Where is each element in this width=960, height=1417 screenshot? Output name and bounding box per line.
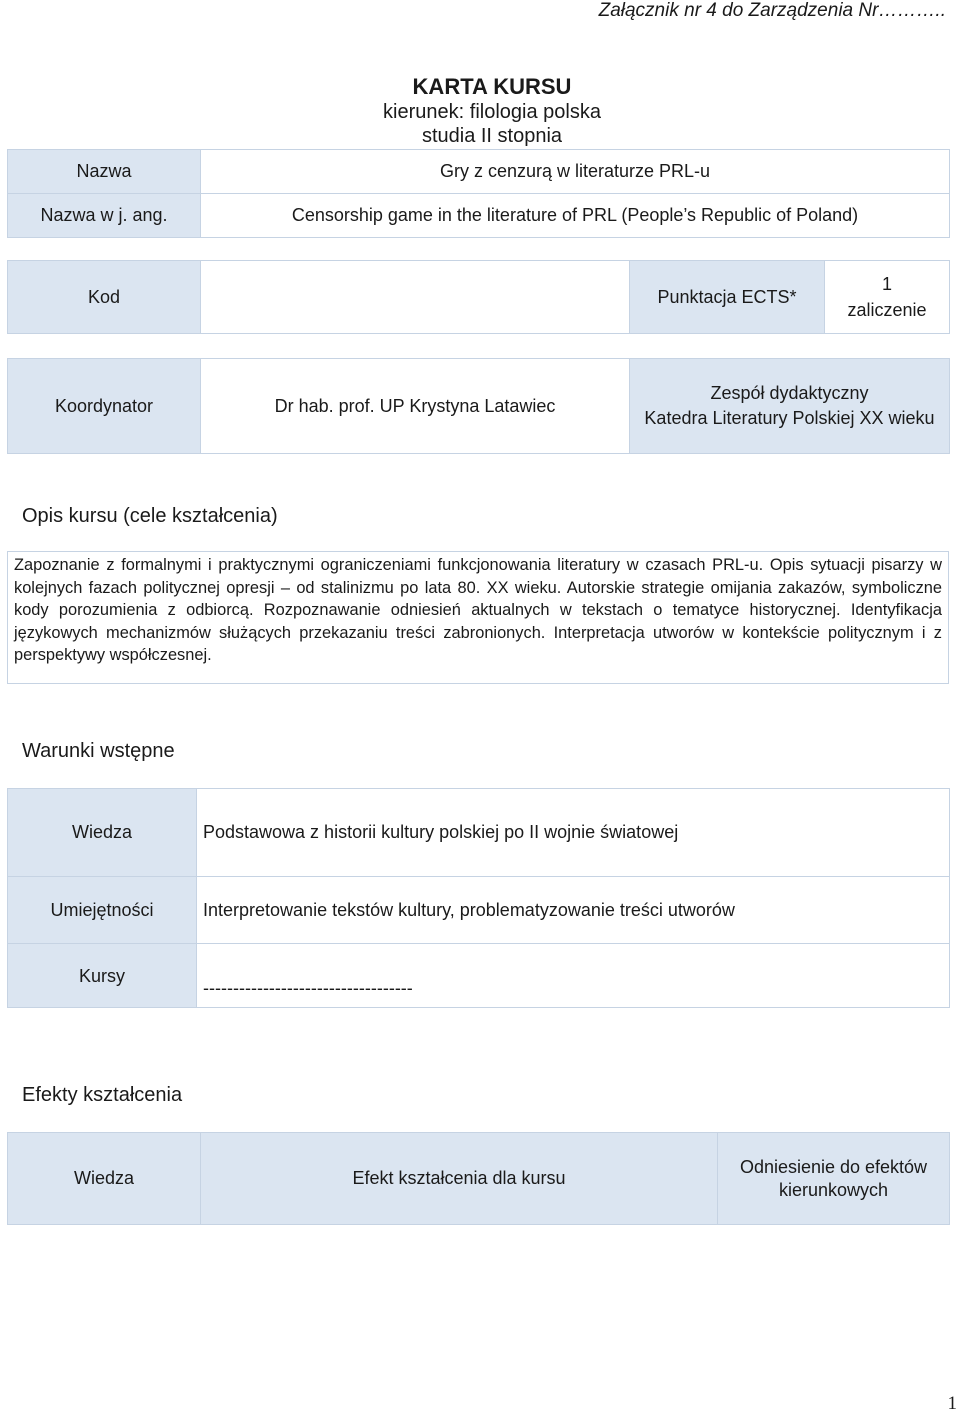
name-value: Gry z cenzurą w literaturze PRL-u [201, 150, 950, 194]
prereq-knowledge-value: Podstawowa z historii kultury polskiej po II wojnie światowej [197, 789, 950, 877]
name-table [7, 149, 950, 238]
ects-points: 1 [881, 274, 892, 294]
ects-credit-type: zaliczenie [847, 300, 927, 320]
prerequisites-table [7, 788, 950, 1008]
code-label: Kod [8, 261, 201, 334]
outcomes-table [7, 1132, 950, 1225]
prereq-skills-value: Interpretowanie tekstów kultury, problematyzowanie treści utworów [197, 877, 950, 944]
prerequisites-heading: Warunki wstępne [22, 740, 175, 762]
team-value: Katedra Literatury Polskiej XX wieku [644, 408, 935, 428]
outcomes-col-knowledge: Wiedza [8, 1133, 201, 1225]
ects-value [825, 261, 950, 334]
outcomes-heading: Efekty kształcenia [22, 1084, 183, 1106]
prereq-courses-label: Kursy [8, 944, 197, 1008]
prereq-courses-value: ----------------------------------- [197, 944, 950, 1008]
page-number: 1 [947, 1393, 957, 1414]
card-field-of-study: kierunek: filologia polska [383, 101, 601, 123]
name-en-label: Nazwa w j. ang. [8, 194, 201, 238]
description-heading: Opis kursu (cele kształcenia) [22, 505, 278, 527]
table-row [8, 877, 950, 944]
outcomes-col-course-effect: Efekt kształcenia dla kursu [201, 1133, 718, 1225]
code-table [7, 260, 950, 334]
card-title: KARTA KURSU [412, 74, 572, 99]
card-study-level: studia II stopnia [421, 125, 563, 147]
team-cell [630, 359, 950, 454]
team-label: Zespół dydaktyczny [710, 383, 869, 403]
coordinator-table [7, 358, 950, 454]
description-text: Zapoznanie z formalnymi i praktycznymi ograniczeniami funkcjonowania literatury w czasach PRL-u. Opis sytuacji pisarzy w kolejnych fazach politycznej opresji – od stalinizmu po lata 80. XX wieku. Autorskie strategie omijania zakazów, symboliczne kody porozumienia z odbiorcą. Rozpoznawanie odniesień aktualnych w tekstach o tematyce historycznej. Identyfikacja językowych mechanizmów służących przekazaniu treści zabronionych. Interpretacja utworów w kontekście politycznym i z perspektywy współczesnej. [7, 551, 949, 684]
coordinator-value: Dr hab. prof. UP Krystyna Latawiec [201, 359, 630, 454]
name-label: Nazwa [8, 150, 201, 194]
ects-label: Punktacja ECTS* [630, 261, 825, 334]
prereq-skills-label: Umiejętności [8, 877, 197, 944]
name-en-value: Censorship game in the literature of PRL (People’s Republic of Poland) [201, 194, 950, 238]
code-value [201, 261, 630, 334]
coordinator-label: Koordynator [8, 359, 201, 454]
table-row [8, 944, 950, 1008]
attachment-note: Załącznik nr 4 do Zarządzenia Nr……….. [598, 0, 946, 21]
table-row [8, 789, 950, 877]
outcomes-col-reference: Odniesienie do efektów kierunkowych [718, 1133, 950, 1225]
prereq-knowledge-label: Wiedza [8, 789, 197, 877]
